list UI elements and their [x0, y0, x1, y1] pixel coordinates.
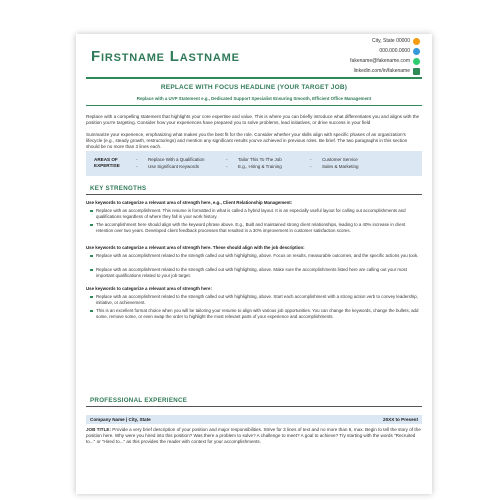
job-title-label: JOB TITLE:	[86, 427, 112, 432]
expertise-item: -	[136, 164, 138, 169]
address-text: City, State 00000	[372, 38, 410, 44]
company-name: Company Name | City, State	[90, 416, 151, 422]
bullet-square-icon	[90, 310, 93, 313]
contact-email[interactable]	[290, 56, 420, 66]
summary-paragraph-1: Replace with a compelling statement that highlights your core expertise and value. This is where you can briefly introduce what differentiates you and aligns with the position you're targeting. Consider how your experiences have prepared you to solve problems, lead initiatives, or drive success in your field	[86, 114, 420, 126]
bullet-square-icon	[90, 255, 93, 258]
linkedin-icon	[413, 68, 420, 75]
expertise-label: AREAS OF EXPERTISE	[94, 157, 120, 168]
strength-bullet: This is an excellent format choice when you will be tailoring your resume to align with various job opportunities. You can change the keywords, change the bullets, add some, remove some, or even swap the order to highlight the most relevant parts of your experience and accomplishments.	[96, 308, 420, 320]
expertise-item: Replace With a Qualification	[148, 157, 205, 162]
expertise-item: Customer Service	[322, 157, 358, 162]
candidate-name: Firstname Lastname	[91, 48, 240, 65]
bullet-square-icon	[90, 296, 93, 299]
strength-bullet: The accomplishment here should align with the keyword phrase above. E.g., Built and maintained strong client relationships, leading to a 40% increase in client retention over two years. Developed client feedback processes that resulted in a 30% improvement in customer satisfaction scores.	[96, 222, 420, 234]
phone-text: 000.000.0000	[379, 48, 410, 54]
contact-phone	[290, 46, 420, 56]
expertise-item: Sales & Marketing	[322, 164, 359, 169]
strength-bullet: Replace with an accomplishment related to the strength called out with highlighting, above. Make sure the accomplishments listed here are calling out your most important qualifications related to your job target.	[96, 267, 420, 279]
linkedin-text[interactable]: linkedin.com/in/fakename	[353, 68, 410, 74]
uvp-statement: Replace with a UVP Statement e.g., Dedicated Support Specialist Ensuring Smooth, Efficient Office Management	[136, 96, 372, 101]
expertise-item: -	[310, 164, 312, 169]
expertise-item: -	[310, 157, 312, 162]
focus-headline: REPLACE WITH FOCUS HEADLINE (YOUR TARGET JOB)	[160, 84, 348, 91]
expertise-item: -	[136, 157, 138, 162]
key-strengths-title: KEY STRENGTHS	[90, 185, 147, 192]
expertise-item: Use Significant Keywords	[148, 164, 200, 169]
strength-category-1: Use keywords to categorize a relevant area of strength here, e.g., Client Relationship Management:	[86, 200, 293, 205]
email-icon	[413, 58, 420, 65]
bullet-square-icon	[90, 224, 93, 227]
header-divider	[86, 77, 422, 79]
home-icon	[413, 38, 420, 45]
job-description-text: Provide a very brief description of your position and major responsibilities. Strive for 3 lines of text and no more than 5, max. Begin to tell the story of the position here. Why were you hired into this position? Was there a problem to solve? A challenge to meet? A goal to achieve? Try starting with the words "Recruited to..." or "Hired to..." as this provides the reader with context for your accomplishments.	[86, 427, 421, 445]
headline-divider	[86, 105, 422, 106]
job-header-bar	[86, 415, 422, 424]
email-text[interactable]: fakename@fakename.com	[350, 58, 410, 64]
bullet-square-icon	[90, 269, 93, 272]
strength-category-3: Use keywords to categorize a relevant area of strength here:	[86, 286, 212, 291]
resume-page	[76, 34, 432, 494]
phone-icon	[413, 48, 420, 55]
expertise-item: Tailor This To The Job	[238, 157, 282, 162]
key-strengths-divider	[86, 194, 422, 195]
areas-of-expertise	[86, 151, 422, 176]
strength-category-2: Use keywords to categorize a relevant area of strength here. These should align with the job description:	[86, 245, 305, 250]
contact-linkedin[interactable]	[290, 66, 420, 76]
expertise-item: E.g., Hiring & Training	[238, 164, 282, 169]
experience-divider	[86, 406, 422, 407]
strength-bullet: Replace with an accomplishment related to the strength called out with highlighting, above. Start each accomplishment with a strong action verb to convey leadership, initiative, or achievement.	[96, 294, 420, 306]
job-description	[86, 427, 422, 446]
bullet-square-icon	[90, 210, 93, 213]
strength-bullet: Replace with an accomplishment. This resume is formatted in what is called a hybrid layout. It is an especially useful layout for calling out accomplishments and qualifications regardless of where they fall in your work history.	[96, 208, 420, 220]
summary-paragraph-2: Summarize your experience, emphasizing what makes you the best fit for the role. Consider whether your skills align with specific phases of an organization's lifecycle (e.g., steady growth, restructurings) and mention any significant results you've achieved in previous roles. Be brief. The two paragraphs in this section should be no more than 3 lines each.	[86, 132, 408, 150]
contact-block	[290, 36, 420, 76]
contact-address	[290, 36, 420, 46]
strength-bullet: Replace with an accomplishment related to the strength called out with highlighting, above. Focus on results, measurable outcomes, and the specific actions you took.	[96, 253, 420, 259]
expertise-item: -	[226, 157, 228, 162]
job-dates: 20XX to Present	[383, 416, 418, 422]
experience-title: PROFESSIONAL EXPERIENCE	[90, 397, 188, 404]
expertise-item: -	[226, 164, 228, 169]
